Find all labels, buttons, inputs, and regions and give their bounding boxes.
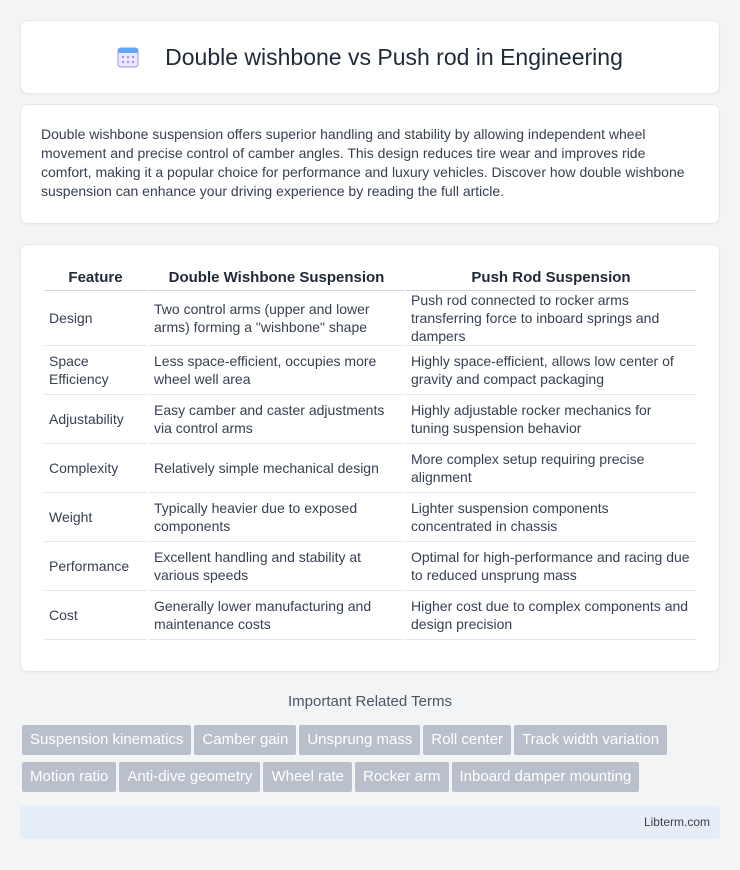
page-title: Double wishbone vs Push rod in Engineering bbox=[165, 43, 623, 70]
intro-card bbox=[20, 104, 720, 224]
related-terms-title: Important Related Terms bbox=[288, 693, 452, 710]
table-cell: Two control arms (upper and lower arms) forming a "wishbone" shape bbox=[149, 291, 404, 346]
related-term-tag[interactable]: Camber gain bbox=[194, 725, 296, 755]
footer bbox=[20, 806, 720, 839]
table-cell: Highly adjustable rocker mechanics for tuning suspension behavior bbox=[406, 395, 696, 444]
related-term-tag[interactable]: Unsprung mass bbox=[299, 725, 420, 755]
comparison-table bbox=[42, 265, 698, 640]
table-row bbox=[44, 444, 696, 493]
column-header: Double Wishbone Suspension bbox=[149, 265, 404, 291]
related-term-tag[interactable]: Motion ratio bbox=[22, 762, 116, 792]
table-cell: Weight bbox=[44, 493, 147, 542]
footer-site-link[interactable]: Libterm.com bbox=[643, 815, 710, 829]
related-term-tag[interactable]: Anti-dive geometry bbox=[119, 762, 260, 792]
table-cell: Higher cost due to complex components and design precision bbox=[406, 591, 696, 640]
table-cell: Space Efficiency bbox=[44, 346, 147, 395]
related-term-tag[interactable]: Track width variation bbox=[514, 725, 667, 755]
table-cell: Adjustability bbox=[44, 395, 147, 444]
related-term-tag[interactable]: Wheel rate bbox=[263, 762, 352, 792]
table-cell: Highly space-efficient, allows low center of gravity and compact packaging bbox=[406, 346, 696, 395]
table-row bbox=[44, 395, 696, 444]
calendar-icon bbox=[117, 46, 139, 68]
table-cell: Typically heavier due to exposed components bbox=[149, 493, 404, 542]
related-term-tag[interactable]: Inboard damper mounting bbox=[452, 762, 640, 792]
table-cell: Cost bbox=[44, 591, 147, 640]
related-term-tag[interactable]: Roll center bbox=[423, 725, 511, 755]
table-row bbox=[44, 591, 696, 640]
table-cell: Complexity bbox=[44, 444, 147, 493]
header-card bbox=[20, 20, 720, 94]
table-cell: Easy camber and caster adjustments via control arms bbox=[149, 395, 404, 444]
column-header: Push Rod Suspension bbox=[406, 265, 696, 291]
table-cell: Design bbox=[44, 291, 147, 346]
comparison-table-card bbox=[20, 244, 720, 672]
table-cell: Optimal for high-performance and racing due to reduced unsprung mass bbox=[406, 542, 696, 591]
table-cell: Generally lower manufacturing and maintenance costs bbox=[149, 591, 404, 640]
table-cell: Push rod connected to rocker arms transferring force to inboard springs and dampers bbox=[406, 291, 696, 346]
table-cell: More complex setup requiring precise alignment bbox=[406, 444, 696, 493]
intro-text: Double wishbone suspension offers superior handling and stability by allowing independent wheel movement and precise control of camber angles. This design reduces tire wear and improves ride comfort, making it a popular choice for performance and luxury vehicles. Discover how double wishbone suspension can enhance your driving experience by reading the full article. bbox=[41, 126, 685, 199]
column-header: Feature bbox=[44, 265, 147, 291]
table-row bbox=[44, 291, 696, 346]
table-header-row bbox=[44, 265, 696, 291]
table-cell: Performance bbox=[44, 542, 147, 591]
related-term-tag[interactable]: Rocker arm bbox=[355, 762, 449, 792]
related-term-tag[interactable]: Suspension kinematics bbox=[22, 725, 191, 755]
related-terms-list bbox=[22, 725, 722, 799]
table-cell: Lighter suspension components concentrated in chassis bbox=[406, 493, 696, 542]
table-row bbox=[44, 542, 696, 591]
table-cell: Excellent handling and stability at various speeds bbox=[149, 542, 404, 591]
table-cell: Relatively simple mechanical design bbox=[149, 444, 404, 493]
table-row bbox=[44, 493, 696, 542]
table-row bbox=[44, 346, 696, 395]
table-cell: Less space-efficient, occupies more wheel well area bbox=[149, 346, 404, 395]
